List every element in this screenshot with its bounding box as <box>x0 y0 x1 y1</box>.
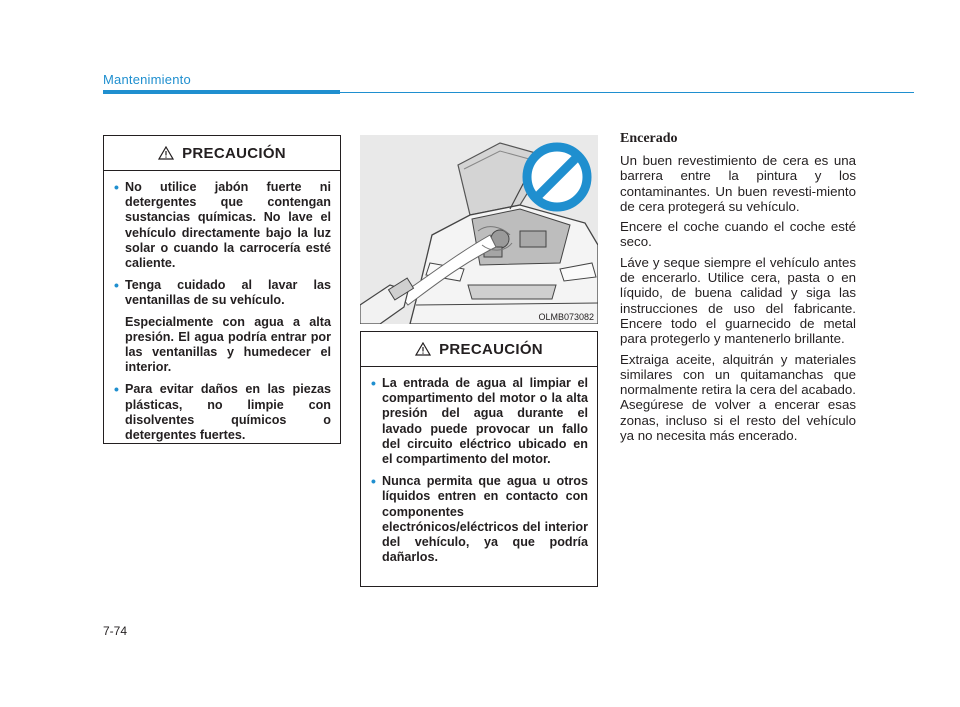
page-number: 7-74 <box>103 624 128 638</box>
figure-code: OLMB073082 <box>538 312 594 322</box>
warning-triangle-icon <box>415 342 431 356</box>
caution-item <box>114 382 331 443</box>
caution-item <box>114 180 331 271</box>
caution-box-right <box>360 331 598 587</box>
bullet-icon: • <box>114 381 119 398</box>
caution-item <box>371 474 588 565</box>
bullet-icon: • <box>371 473 376 490</box>
section-title: Mantenimiento <box>103 72 191 87</box>
caution-box-left <box>103 135 341 444</box>
bullet-icon: • <box>371 375 376 391</box>
caution-header <box>361 332 597 367</box>
car-engine-drawing <box>360 135 598 324</box>
caution-item <box>371 376 588 467</box>
caution-text: La entrada de agua al limpiar el compartimento del motor o la alta presión del agua durante el lavado puede provocar un fallo del circuito eléctrico ubicado en el compartimento del motor. <box>382 376 588 467</box>
bullet-icon: • <box>114 179 119 195</box>
caution-text: Para evitar daños en las piezas plásticas, no limpie con disolventes químicos o detergentes fuertes. <box>125 382 331 443</box>
caution-text: Nunca permita que agua u otros líquidos entren en contacto con componentes electrónicos/eléctricos del interior del vehículo, ya que podría dañarlos. <box>382 474 588 565</box>
caution-text: Especialmente con agua a alta presión. El agua podría entrar por las ventanillas y humedecer el interior. <box>125 314 331 375</box>
waxing-paragraph: Láve y seque siempre el vehículo antes de encerarlo. Utilice cera, pasta o en líquido, de buena calidad y siga las instrucciones de uso del fabricante. Encere todo el guarnecido de metal para protegerlo y mantenerlo brillante. <box>620 254 856 347</box>
caution-header <box>104 136 340 171</box>
caution-title: PRECAUCIÓN <box>182 144 286 162</box>
caution-item <box>114 278 331 375</box>
waxing-heading: Encerado <box>620 131 678 146</box>
warning-triangle-icon <box>158 146 174 160</box>
header-rule <box>340 92 914 93</box>
caution-text: No utilice jabón fuerte ni detergentes que contengan sustancias químicas. No lave el vehículo directamente bajo la luz solar o cuando la carrocería esté caliente. <box>125 180 331 271</box>
waxing-paragraph: Extraiga aceite, alquitrán y materiales similares con un quitamanchas que normalmente retira la cera del acabado. Asegúrese de volver a encerar esas zonas, incluso si el resto del vehículo ya no necesita más encerado. <box>620 351 856 444</box>
caution-text: Tenga cuidado al lavar las ventanillas de su vehículo. <box>125 278 331 308</box>
header-rule-accent <box>103 90 340 94</box>
caution-list <box>104 171 340 443</box>
engine-wash-illustration <box>360 135 598 324</box>
waxing-paragraph: Un buen revestimiento de cera es una barrera entre la pintura y los contaminantes. Un buen revesti-miento de cera protegerá su vehículo. <box>620 153 856 214</box>
waxing-paragraph: Encere el coche cuando el coche esté seco. <box>620 219 856 250</box>
caution-title: PRECAUCIÓN <box>439 340 543 358</box>
waxing-section <box>620 131 856 448</box>
bullet-icon: • <box>114 277 119 294</box>
caution-list <box>361 367 597 565</box>
